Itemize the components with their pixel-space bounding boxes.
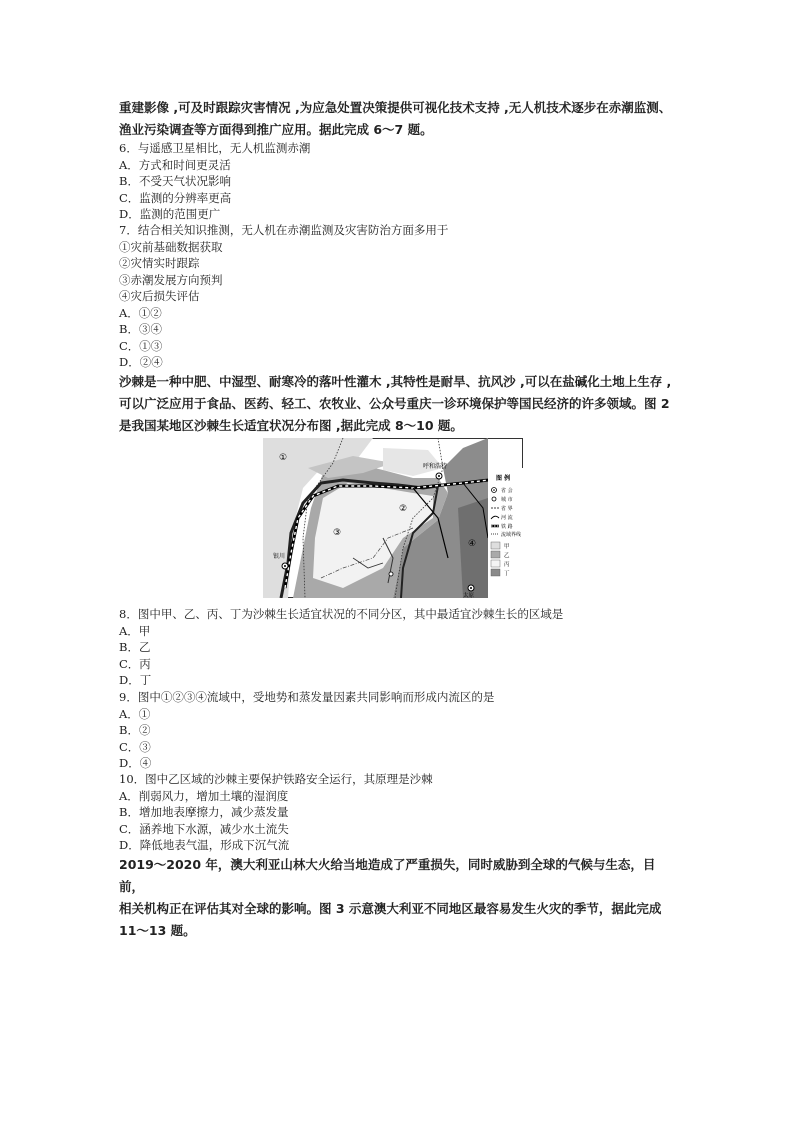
legend-item-watershed: 流域界线 xyxy=(501,532,522,538)
question-stem: 9．图中①②③④流域中，受地势和蒸发量因素共同影响而形成内流区的是 xyxy=(119,690,495,704)
legend-item-capital: 省 会 xyxy=(501,488,513,494)
legend-zone-bing: 丙 xyxy=(504,562,510,568)
option-c: C．丙 xyxy=(119,656,151,671)
legend-item-city: 城 市 xyxy=(501,497,513,503)
city-label-hohhot: 呼和浩特 xyxy=(423,463,448,470)
legend-zone-jia-swatch xyxy=(491,542,500,549)
question-stem: 10．图中乙区域的沙棘主要保护铁路安全运行，其原理是沙棘 xyxy=(119,772,433,786)
option-d: D．监测的范围更广 xyxy=(119,207,221,221)
region-label-3: ③ xyxy=(333,528,342,538)
intro-passage-2 xyxy=(119,371,679,437)
legend-zone-yi: 乙 xyxy=(504,553,510,559)
option-c: C．①③ xyxy=(119,338,163,353)
option-d: D．②④ xyxy=(119,355,163,369)
question-9 xyxy=(119,689,494,772)
option-c: C．涵养地下水源，减少水土流失 xyxy=(119,821,289,836)
option-b: B．乙 xyxy=(119,640,151,654)
question-7 xyxy=(119,222,448,371)
legend-zone-yi-swatch xyxy=(491,551,500,558)
option-a: A．① xyxy=(119,706,151,721)
statement-4: ④灾后损失评估 xyxy=(119,289,200,303)
option-a: A．甲 xyxy=(119,623,151,638)
option-c: C．监测的分辨率更高 xyxy=(119,190,232,205)
legend-title: 图 例 xyxy=(496,475,511,482)
option-b: B．③④ xyxy=(119,322,162,336)
intro-passage-3 xyxy=(119,854,679,942)
option-b: B．增加地表摩擦力，减少蒸发量 xyxy=(119,805,289,819)
legend-zone-jia: 甲 xyxy=(504,544,510,550)
intro-line: 是我国某地区沙棘生长适宜状况分布图 ,据此完成 8～10 题。 xyxy=(119,418,463,433)
city-label-taiyuan: 太原 xyxy=(463,593,475,598)
statement-3: ③赤潮发展方向预判 xyxy=(119,272,223,287)
intro-passage-1 xyxy=(119,97,679,141)
region-label-1: ① xyxy=(279,453,288,463)
intro-line: 沙棘是一种中肥、中湿型、耐寒冷的落叶性灌木 ,其特性是耐旱、抗风沙 ,可以在盐碱化土地上生存 , xyxy=(119,374,672,389)
region-label-4: ④ xyxy=(468,539,477,549)
option-c: C．③ xyxy=(119,739,151,754)
city-label-yinchuan: 银川 xyxy=(273,553,286,560)
option-d: D．④ xyxy=(119,756,152,770)
question-stem: 7．结合相关知识推测，无人机在赤潮监测及灾害防治方面多用于 xyxy=(119,223,449,237)
intro-line: 可以广泛应用于食品、医药、轻工、农牧业、公众号重庆一诊环境保护等国民经济的许多领域。图 2 xyxy=(119,396,670,411)
option-a: A．方式和时间更灵活 xyxy=(119,157,231,172)
option-b: B．② xyxy=(119,723,151,737)
legend-item-river: 河 流 xyxy=(501,515,513,521)
question-stem: 6．与遥感卫星相比，无人机监测赤潮 xyxy=(119,141,311,155)
legend-city-symbol xyxy=(492,497,496,501)
legend-zone-bing-swatch xyxy=(491,560,500,567)
legend-item-boundary: 省 界 xyxy=(501,506,513,512)
legend-zone-ding-swatch xyxy=(491,569,500,576)
option-d: D．降低地表气温，形成下沉气流 xyxy=(119,838,290,852)
question-stem: 8．图中甲、乙、丙、丁为沙棘生长适宜状况的不同分区，其中最适宜沙棘生长的区域是 xyxy=(119,607,564,621)
statement-2: ②灾情实时跟踪 xyxy=(119,256,200,270)
intro-line: 11～13 题。 xyxy=(119,923,196,938)
seabuckthorn-map-figure xyxy=(263,438,523,598)
legend-zone-ding: 丁 xyxy=(504,571,510,577)
intro-line: 2019～2020 年，澳大利亚山林大火给当地造成了严重损失，同时威胁到全球的气候与生态，目前， xyxy=(119,857,656,894)
option-a: A．①② xyxy=(119,305,162,320)
question-8 xyxy=(119,606,563,689)
intro-line: 相关机构正在评估其对全球的影响。图 3 示意澳大利亚不同地区最容易发生火灾的季节，据此完成 xyxy=(119,901,662,916)
option-d: D．丁 xyxy=(119,673,152,687)
question-10 xyxy=(119,771,433,854)
option-b: B．不受天气状况影响 xyxy=(119,174,231,188)
city-marker xyxy=(389,572,393,576)
statement-1: ①灾前基础数据获取 xyxy=(119,239,223,254)
intro-line: 渔业污染调查等方面得到推广应用。据此完成 6～7 题。 xyxy=(119,122,433,137)
option-a: A．削弱风力，增加土壤的湿润度 xyxy=(119,788,289,803)
intro-line: 重建影像 ,可及时跟踪灾害情况 ,为应急处置决策提供可视化技术支持 ,无人机技术逐步在赤潮监测、 xyxy=(119,100,672,115)
question-6 xyxy=(119,140,310,223)
legend-item-railway: 铁 路 xyxy=(501,524,513,530)
region-label-2: ② xyxy=(399,504,408,514)
map-svg xyxy=(263,438,523,598)
